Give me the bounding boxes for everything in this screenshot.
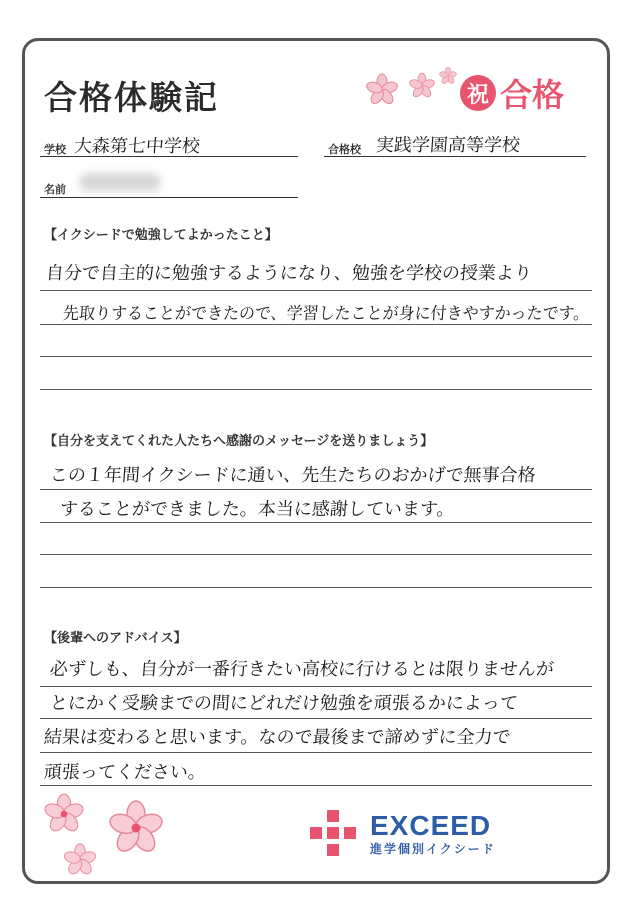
passed-school-underline [324, 156, 586, 157]
ruled-line [40, 290, 592, 291]
ruled-line [40, 324, 592, 325]
passed-school-value: 実践学園高等学校 [375, 135, 521, 156]
answer-line: とにかく受験までの間にどれだけ勉強を頑張るかによって [49, 693, 519, 714]
ruled-line [40, 554, 592, 555]
exceed-logo [308, 808, 496, 858]
name-underline [40, 197, 298, 198]
cross-logo-icon [308, 808, 358, 858]
answer-line: 必ずしも、自分が一番行きたい高校に行けるとは限りませんが [49, 659, 555, 680]
cherry-blossom-icon [360, 66, 460, 116]
section-heading-good-points: 【イクシードで勉強してよかったこと】 [44, 228, 278, 243]
answer-line: 頑張ってください。 [43, 762, 207, 783]
brand-subtitle: 進学個別イクシード [370, 841, 496, 856]
cherry-blossom-icon [36, 790, 166, 880]
section-heading-thanks: 【自分を支えてくれた人たちへ感謝のメッセージを送りましょう】 [44, 434, 434, 449]
gokaku-text: 合格 [500, 76, 565, 114]
answer-line: 自分で自主的に勉強するようになり、勉強を学校の授業より [45, 263, 533, 284]
answer-line: 先取りすることができたので、学習したことが身に付きやすかったです。 [62, 304, 590, 324]
ruled-line [40, 522, 592, 523]
school-value: 大森第七中学校 [73, 136, 201, 157]
school-label: 学校 [44, 143, 66, 156]
iwai-seal: 祝 [460, 75, 496, 111]
ruled-line [40, 356, 592, 357]
passed-school-label: 合格校 [328, 143, 361, 156]
ruled-line [40, 389, 592, 390]
congratulations-badge [460, 70, 564, 116]
answer-line: することができました。本当に感謝しています。 [59, 499, 456, 520]
ruled-line [40, 489, 592, 490]
ruled-line [40, 686, 592, 687]
answer-line: 結果は変わると思います。なので最後まで諦めずに全力で [43, 727, 512, 748]
ruled-line [40, 587, 592, 588]
ruled-line [40, 752, 592, 753]
answer-line: この１年間イクシードに通い、先生たちのおかげで無事合格 [49, 465, 537, 486]
brand-name: EXCEED [370, 809, 492, 841]
name-redacted [80, 173, 160, 191]
section-heading-advice: 【後輩へのアドバイス】 [44, 631, 187, 646]
page-title: 合格体験記 [44, 78, 219, 117]
ruled-line [40, 785, 592, 786]
name-label: 名前 [44, 183, 66, 196]
school-underline [40, 156, 298, 157]
ruled-line [40, 718, 592, 719]
